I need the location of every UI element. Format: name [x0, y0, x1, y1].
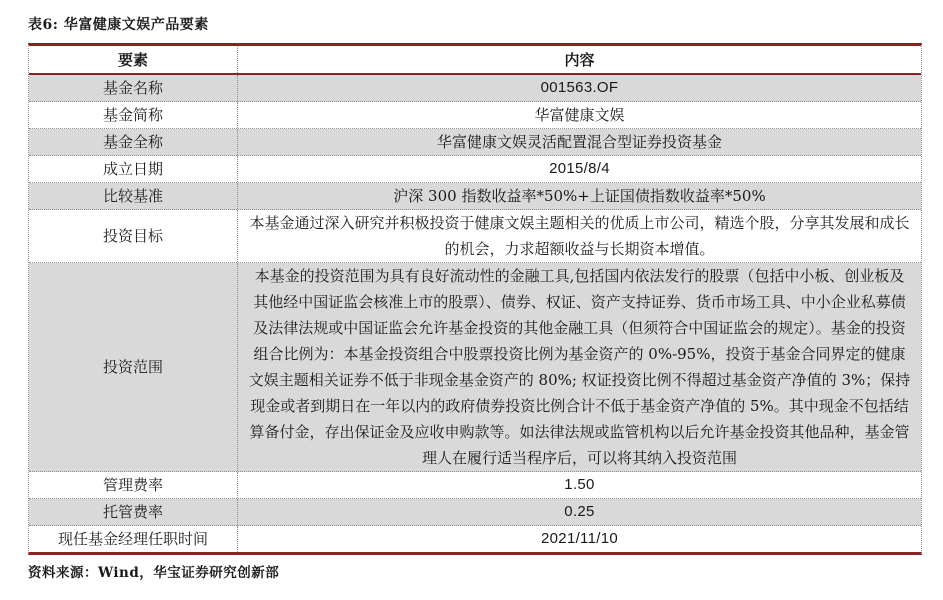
source-note: 资料来源：Wind，华宝证券研究创新部 — [28, 565, 280, 581]
row-label: 现任基金经理任职时间 — [29, 526, 238, 552]
row-value: 0.25 — [564, 503, 595, 520]
row-value: 沪深 300 指数收益率*50%+上证国债指数收益率*50% — [393, 187, 766, 205]
table-row-investment-scope — [29, 263, 921, 472]
row-label: 投资范围 — [29, 263, 238, 471]
table-title: 表6: 华富健康文娱产品要素 — [28, 17, 209, 33]
header-content-cell: 内容 — [564, 50, 595, 69]
table-row-fund-code — [29, 75, 921, 102]
table-row-inception-date — [29, 156, 921, 183]
header-factor-cell: 要素 — [29, 46, 238, 73]
row-label: 成立日期 — [29, 156, 238, 182]
row-label: 托管费率 — [29, 499, 238, 525]
row-label: 基金全称 — [29, 129, 238, 155]
row-label: 比较基准 — [29, 183, 238, 209]
row-label: 投资目标 — [29, 210, 238, 262]
row-value: 本基金的投资范围为具有良好流动性的金融工具,包括国内依法发行的股票（包括中小板、创业板及其他经中国证监会核准上市的股票）、债券、权证、资产支持证券、货币市场工具、中小企业私募债及法律法规或中国证监会允许基金投资的其他金融工具（但须符合中国证监会的规定）。基金的投资组合比例为：本基金投资组合中股票投资比例为基金资产的 0%-95%，投资于基金合同界定的健康文娱主题相关证券不低于非现金基金资产的 80%; 权证投资比例不得超过基金资产净值的 3%；保持现金或者到期日在一年以内的政府债券投资比例合计不低于基金资产净值的 5%。其中现金不包括结算备付金，存出保证金及应收申购款等。如法律法规或监管机构以后允许基金投资其他品种，基金管理人在履行适当程序后，可以将其纳入投资范围 — [248, 267, 911, 467]
table-row-custody-fee — [29, 499, 921, 526]
row-value: 2015/8/4 — [549, 160, 610, 177]
table-row-fund-short-name — [29, 102, 921, 129]
row-value: 华富健康文娱 — [534, 106, 625, 124]
table-row-investment-objective — [29, 210, 921, 263]
row-value: 001563.OF — [540, 79, 619, 96]
table-row-management-fee — [29, 472, 921, 499]
row-label: 基金名称 — [29, 75, 238, 101]
table-row-fund-full-name — [29, 129, 921, 156]
row-value: 华富健康文娱灵活配置混合型证券投资基金 — [436, 133, 722, 151]
row-value: 2021/11/10 — [541, 530, 618, 547]
row-value: 1.50 — [564, 476, 595, 493]
row-label: 管理费率 — [29, 472, 238, 498]
row-label: 基金简称 — [29, 102, 238, 128]
table-row-manager-tenure-start — [29, 526, 921, 552]
fund-product-table — [28, 43, 922, 555]
table-row-benchmark — [29, 183, 921, 210]
table-header-row — [29, 46, 921, 75]
row-value: 本基金通过深入研究并积极投资于健康文娱主题相关的优质上市公司，精选个股，分享其发展和成长的机会，力求超额收益与长期资本增值。 — [249, 214, 910, 258]
